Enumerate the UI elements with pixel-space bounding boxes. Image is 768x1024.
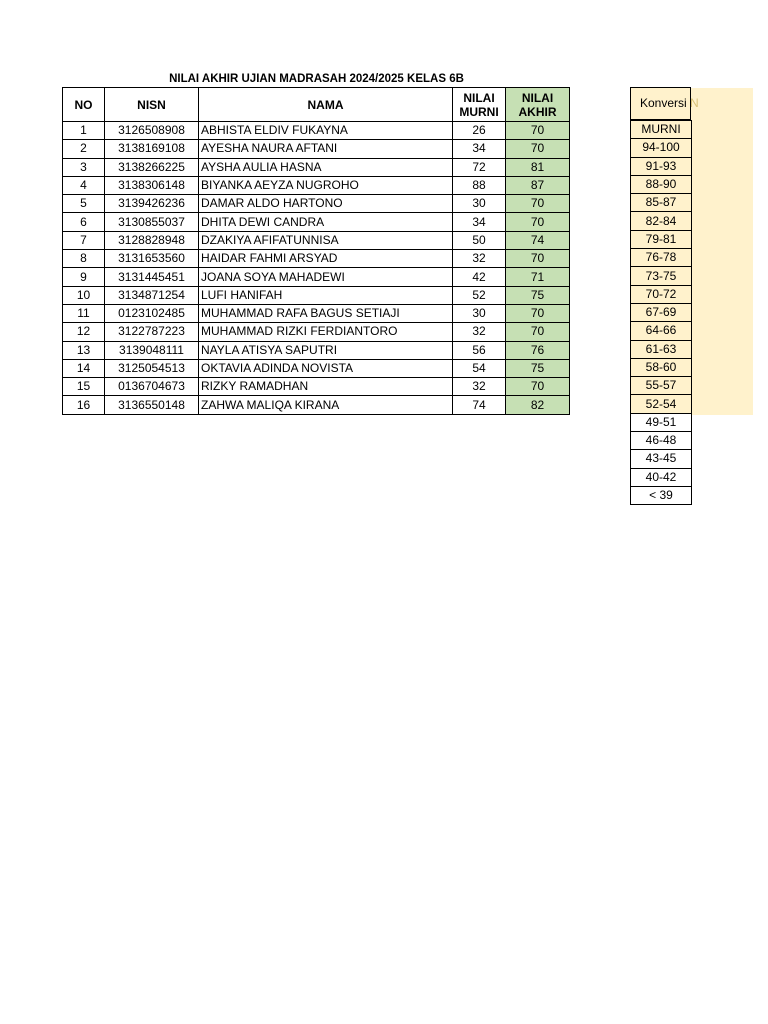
header-nilai-murni-line2: MURNI xyxy=(459,104,499,119)
cell-nisn: 3128828948 xyxy=(105,231,199,249)
cell-nama: AYSHA AULIA HASNA xyxy=(199,158,453,176)
cell-nama: DHITA DEWI CANDRA xyxy=(199,213,453,231)
header-no: NO xyxy=(63,88,105,122)
table-row xyxy=(63,378,570,396)
table-row xyxy=(63,396,570,414)
conversion-row xyxy=(631,358,692,376)
conversion-range-cell: 43-45 xyxy=(631,450,692,468)
conversion-range-cell: 76-78 xyxy=(631,249,692,267)
conversion-table xyxy=(630,120,692,505)
conversion-range-cell: 49-51 xyxy=(631,413,692,431)
table-row xyxy=(63,304,570,322)
cell-nilai-murni: 88 xyxy=(453,176,506,194)
cell-nilai-akhir: 82 xyxy=(506,396,570,414)
conversion-row xyxy=(631,285,692,303)
conversion-range-cell: 79-81 xyxy=(631,230,692,248)
table-row xyxy=(63,359,570,377)
cell-nisn: 3125054513 xyxy=(105,359,199,377)
conversion-range-cell: 91-93 xyxy=(631,157,692,175)
conversion-row xyxy=(631,340,692,358)
conversion-row xyxy=(631,413,692,431)
conversion-row xyxy=(631,432,692,450)
conversion-row xyxy=(631,249,692,267)
header-nama: NAMA xyxy=(199,88,453,122)
cell-nisn: 3136550148 xyxy=(105,396,199,414)
table-row xyxy=(63,323,570,341)
conversion-range-cell: 70-72 xyxy=(631,285,692,303)
conversion-row xyxy=(631,212,692,230)
conversion-range-cell: 58-60 xyxy=(631,358,692,376)
cell-nilai-akhir: 70 xyxy=(506,378,570,396)
cell-nilai-murni: 56 xyxy=(453,341,506,359)
conversion-row xyxy=(631,157,692,175)
cell-nilai-akhir: 87 xyxy=(506,176,570,194)
cell-nilai-akhir: 70 xyxy=(506,323,570,341)
cell-nisn: 3134871254 xyxy=(105,286,199,304)
cell-nama: JOANA SOYA MAHADEWI xyxy=(199,268,453,286)
cell-nama: DZAKIYA AFIFATUNNISA xyxy=(199,231,453,249)
conversion-range-cell: 67-69 xyxy=(631,303,692,321)
cell-nilai-akhir: 74 xyxy=(506,231,570,249)
conversion-row xyxy=(631,450,692,468)
cell-nama: LUFI HANIFAH xyxy=(199,286,453,304)
conversion-row xyxy=(631,486,692,504)
header-nilai-akhir-line1: NILAI xyxy=(521,90,554,105)
score-table-header-row xyxy=(63,88,570,122)
cell-nisn: 3139048111 xyxy=(105,341,199,359)
cell-nilai-akhir: 71 xyxy=(506,268,570,286)
cell-nilai-akhir: 75 xyxy=(506,359,570,377)
cell-nilai-murni: 32 xyxy=(453,250,506,268)
cell-nilai-murni: 30 xyxy=(453,304,506,322)
table-row xyxy=(63,231,570,249)
cell-nisn: 3131445451 xyxy=(105,268,199,286)
conversion-range-cell: 88-90 xyxy=(631,175,692,193)
cell-no: 4 xyxy=(63,176,105,194)
conversion-range-cell: 40-42 xyxy=(631,468,692,486)
cell-nama: OKTAVIA ADINDA NOVISTA xyxy=(199,359,453,377)
conversion-row xyxy=(631,139,692,157)
cell-nilai-murni: 72 xyxy=(453,158,506,176)
conversion-row xyxy=(631,194,692,212)
cell-no: 16 xyxy=(63,396,105,414)
conversion-range-cell: 55-57 xyxy=(631,377,692,395)
cell-nilai-akhir: 70 xyxy=(506,140,570,158)
cell-nilai-akhir: 70 xyxy=(506,304,570,322)
table-row xyxy=(63,286,570,304)
conversion-row xyxy=(631,121,692,139)
conversion-row xyxy=(631,322,692,340)
cell-nisn: 3126508908 xyxy=(105,122,199,140)
cell-nilai-murni: 30 xyxy=(453,195,506,213)
conversion-row xyxy=(631,303,692,321)
header-nilai-murni xyxy=(453,88,506,122)
table-row xyxy=(63,122,570,140)
conversion-range-cell: 73-75 xyxy=(631,267,692,285)
cell-no: 11 xyxy=(63,304,105,322)
conversion-row xyxy=(631,395,692,413)
cell-no: 5 xyxy=(63,195,105,213)
cell-nilai-murni: 42 xyxy=(453,268,506,286)
table-row xyxy=(63,250,570,268)
table-row xyxy=(63,213,570,231)
conversion-range-cell: < 39 xyxy=(631,486,692,504)
cell-nama: ZAHWA MALIQA KIRANA xyxy=(199,396,453,414)
cell-no: 9 xyxy=(63,268,105,286)
conversion-range-cell: 94-100 xyxy=(631,139,692,157)
conversion-header xyxy=(630,87,699,120)
score-table xyxy=(62,87,570,415)
cell-nilai-akhir: 75 xyxy=(506,286,570,304)
cell-nisn: 3138266225 xyxy=(105,158,199,176)
cell-no: 10 xyxy=(63,286,105,304)
conversion-header-label: Konversi xyxy=(640,96,687,110)
conversion-range-cell: 52-54 xyxy=(631,395,692,413)
conversion-murni-header: MURNI xyxy=(631,121,692,139)
cell-no: 13 xyxy=(63,341,105,359)
cell-nama: RIZKY RAMADHAN xyxy=(199,378,453,396)
header-nisn: NISN xyxy=(105,88,199,122)
cell-nisn: 3122787223 xyxy=(105,323,199,341)
score-table-body xyxy=(63,122,570,415)
conversion-row xyxy=(631,377,692,395)
cell-nilai-murni: 52 xyxy=(453,286,506,304)
cell-no: 8 xyxy=(63,250,105,268)
header-nilai-akhir-line2: AKHIR xyxy=(518,104,557,119)
cell-nisn: 3131653560 xyxy=(105,250,199,268)
cell-no: 1 xyxy=(63,122,105,140)
cell-nilai-akhir: 70 xyxy=(506,213,570,231)
cell-nama: MUHAMMAD RAFA BAGUS SETIAJI xyxy=(199,304,453,322)
table-row xyxy=(63,341,570,359)
cell-nisn: 0123102485 xyxy=(105,304,199,322)
cell-nilai-akhir: 81 xyxy=(506,158,570,176)
cell-no: 15 xyxy=(63,378,105,396)
table-row xyxy=(63,268,570,286)
conversion-range-cell: 46-48 xyxy=(631,432,692,450)
conversion-row xyxy=(631,230,692,248)
cell-nilai-murni: 74 xyxy=(453,396,506,414)
cell-nilai-akhir: 76 xyxy=(506,341,570,359)
cell-no: 12 xyxy=(63,323,105,341)
conversion-table-body xyxy=(631,121,692,505)
cell-nama: NAYLA ATISYA SAPUTRI xyxy=(199,341,453,359)
cell-nilai-akhir: 70 xyxy=(506,250,570,268)
cell-no: 2 xyxy=(63,140,105,158)
table-row xyxy=(63,176,570,194)
cell-nilai-murni: 34 xyxy=(453,140,506,158)
cell-nisn: 3130855037 xyxy=(105,213,199,231)
cell-nilai-murni: 54 xyxy=(453,359,506,377)
conversion-range-cell: 64-66 xyxy=(631,322,692,340)
cell-no: 7 xyxy=(63,231,105,249)
cell-nama: AYESHA NAURA AFTANI xyxy=(199,140,453,158)
cell-nama: BIYANKA AEYZA NUGROHO xyxy=(199,176,453,194)
cell-no: 3 xyxy=(63,158,105,176)
conversion-row xyxy=(631,175,692,193)
table-row xyxy=(63,195,570,213)
cell-nilai-murni: 32 xyxy=(453,378,506,396)
table-row xyxy=(63,140,570,158)
cell-nama: MUHAMMAD RIZKI FERDIANTORO xyxy=(199,323,453,341)
conversion-row xyxy=(631,267,692,285)
header-nilai-akhir xyxy=(506,88,570,122)
conversion-header-clipped: N xyxy=(690,96,699,110)
cell-nisn: 3139426236 xyxy=(105,195,199,213)
page-title: NILAI AKHIR UJIAN MADRASAH 2024/2025 KELAS 6B xyxy=(169,73,464,85)
conversion-range-cell: 85-87 xyxy=(631,194,692,212)
cell-nama: HAIDAR FAHMI ARSYAD xyxy=(199,250,453,268)
cell-nisn: 3138169108 xyxy=(105,140,199,158)
cell-no: 14 xyxy=(63,359,105,377)
cell-nisn: 0136704673 xyxy=(105,378,199,396)
cell-nama: ABHISTA ELDIV FUKAYNA xyxy=(199,122,453,140)
conversion-range-cell: 82-84 xyxy=(631,212,692,230)
cell-nilai-murni: 26 xyxy=(453,122,506,140)
header-nilai-murni-line1: NILAI xyxy=(463,90,495,105)
table-row xyxy=(63,158,570,176)
cell-no: 6 xyxy=(63,213,105,231)
conversion-range-cell: 61-63 xyxy=(631,340,692,358)
cell-nilai-murni: 50 xyxy=(453,231,506,249)
cell-nama: DAMAR ALDO HARTONO xyxy=(199,195,453,213)
cell-nilai-murni: 34 xyxy=(453,213,506,231)
cell-nisn: 3138306148 xyxy=(105,176,199,194)
cell-nilai-akhir: 70 xyxy=(506,122,570,140)
cell-nilai-akhir: 70 xyxy=(506,195,570,213)
conversion-row xyxy=(631,468,692,486)
cell-nilai-murni: 32 xyxy=(453,323,506,341)
